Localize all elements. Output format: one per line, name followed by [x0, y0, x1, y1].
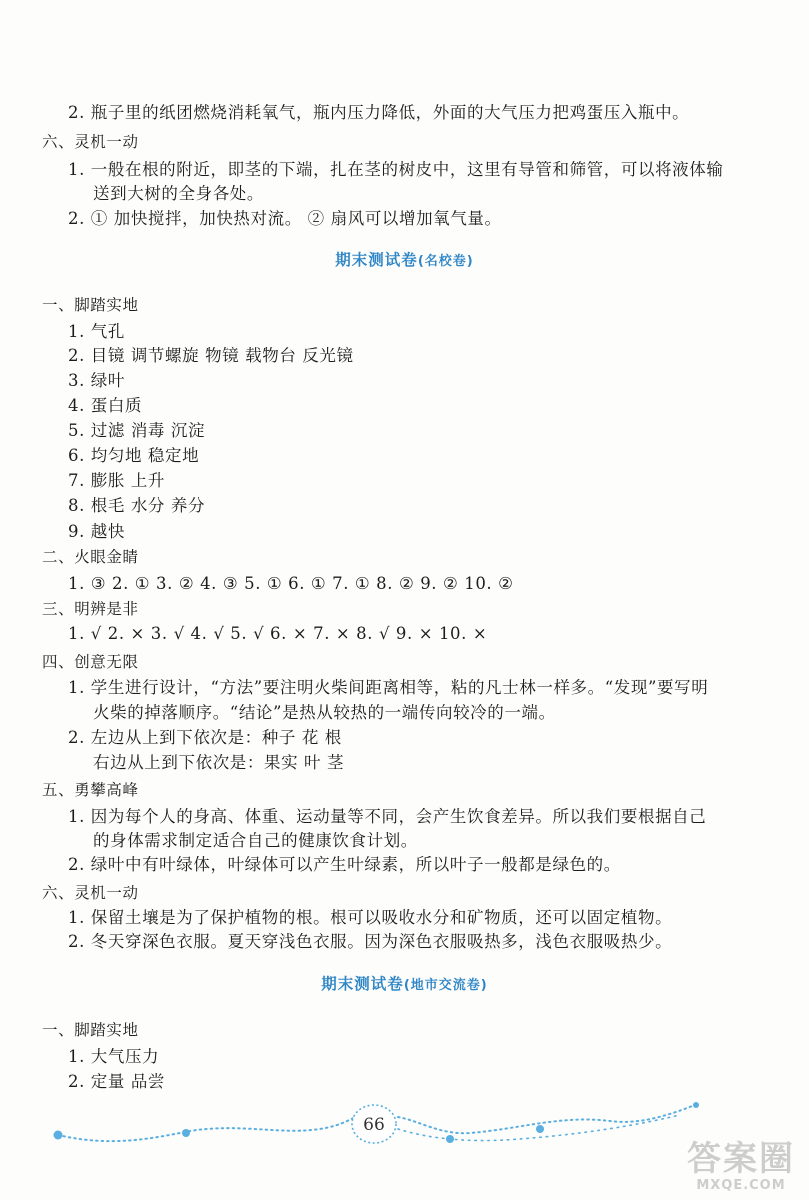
answer-line-continued: 右边从上到下依次是：果实 叶 茎: [93, 753, 345, 772]
answer-line: 1. 气孔: [68, 322, 125, 341]
exam-title-subtitle: (地市交流卷): [403, 978, 488, 993]
exam-title-main: 期末测试卷: [321, 975, 404, 993]
answer-line: 3. 绿叶: [68, 371, 125, 390]
exam-title-main: 期末测试卷: [335, 251, 418, 269]
answer-line: 2. 目镜 调节螺旋 物镜 载物台 反光镜: [68, 346, 354, 365]
exam-title: [0, 248, 809, 270]
answer-line-continued: 送到大树的全身各处。: [93, 184, 264, 203]
answer-line: 8. 根毛 水分 养分: [68, 496, 206, 515]
answer-line: 5. 过滤 消毒 沉淀: [68, 421, 206, 440]
exam-title-subtitle: (名校卷): [417, 254, 474, 269]
section-heading: 五、勇攀高峰: [42, 781, 139, 799]
answer-line: 1. ③ 2. ① 3. ② 4. ③ 5. ① 6. ① 7. ① 8. ② 9. ② 10. ②: [68, 574, 514, 593]
footer-dot-icon: [693, 1102, 699, 1108]
answer-line-continued: 的身体需求制定适合自己的健康饮食计划。: [93, 831, 418, 850]
watermark-text: 答案圈: [687, 1139, 795, 1179]
answer-line: 7. 膨胀 上升: [68, 471, 166, 490]
answer-line: 9. 越快: [68, 522, 125, 541]
answer-line: 2. 绿叶中有叶绿体，叶绿体可以产生叶绿素，所以叶子一般都是绿色的。: [68, 855, 621, 874]
exam-title: [0, 972, 809, 994]
section-heading: 六、灵机一动: [42, 133, 139, 151]
answer-line: 1. 大气压力: [68, 1047, 160, 1066]
footer-dot-icon: [182, 1129, 190, 1137]
answer-line: 1. 保留土壤是为了保护植物的根。根可以吸收水分和矿物质，还可以固定植物。: [68, 908, 673, 927]
watermark-url: MXQE.COM: [696, 1178, 786, 1193]
answer-line: 2. 定量 品尝: [68, 1072, 166, 1091]
section-heading: 四、创意无限: [42, 653, 139, 671]
answer-line: 2. 冬天穿深色衣服。夏天穿浅色衣服。因为深色衣服吸热多，浅色衣服吸热少。: [68, 932, 673, 951]
answer-line: 1. 一般在根的附近，即茎的下端，扎在茎的树皮中，这里有导管和筛管，可以将液体输: [68, 160, 724, 179]
footer-dot-icon: [446, 1135, 454, 1143]
section-heading: 一、脚踏实地: [42, 296, 139, 314]
answer-line: 1. √ 2. × 3. √ 4. √ 5. √ 6. × 7. × 8. √ 9. × 10. ×: [68, 624, 488, 643]
answer-line: 1. 因为每个人的身高、体重、运动量等不同，会产生饮食差异。所以我们要根据自己: [68, 807, 707, 826]
page-number: 66: [363, 1115, 385, 1135]
answer-line: 6. 均匀地 稳定地: [68, 446, 200, 465]
section-heading: 六、灵机一动: [42, 884, 139, 902]
answer-line: 2. 瓶子里的纸团燃烧消耗氧气，瓶内压力降低，外面的大气压力把鸡蛋压入瓶中。: [68, 103, 690, 122]
section-heading: 三、明辨是非: [42, 600, 139, 618]
watermark-logo: [676, 1140, 806, 1198]
footer-dot-icon: [536, 1125, 544, 1133]
answer-line: 2. 左边从上到下依次是：种子 花 根: [68, 728, 342, 747]
answer-line: 2. ① 加快搅拌，加快热对流。 ② 扇风可以增加氧气量。: [68, 209, 502, 228]
answer-line: 1. 学生进行设计，“方法”要注明火柴间距离相等，粘的凡士林一样多。“发现”要写明: [68, 678, 709, 697]
answer-line-continued: 火柴的掉落顺序。“结论”是热从较热的一端传向较冷的一端。: [93, 703, 556, 722]
footer-dot-icon: [54, 1131, 63, 1140]
section-heading: 二、火眼金睛: [42, 548, 139, 566]
answer-line: 4. 蛋白质: [68, 396, 143, 415]
section-heading: 一、脚踏实地: [42, 1021, 139, 1039]
